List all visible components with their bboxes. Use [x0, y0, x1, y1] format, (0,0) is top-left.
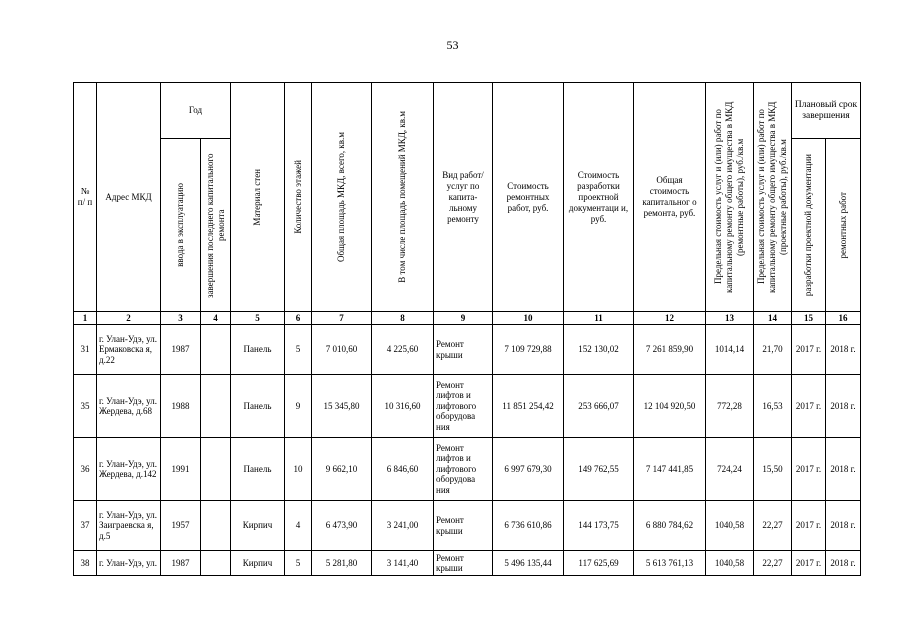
cell-wall-material: Кирпич — [231, 551, 285, 576]
header-col-12: Общая стоимость капитальног о ремонта, руб. — [634, 83, 706, 312]
table-row — [74, 551, 861, 576]
cell-rooms-area: 10 316,60 — [372, 375, 434, 438]
column-number: 6 — [285, 312, 312, 325]
cell-row-number: 36 — [74, 438, 97, 501]
header-col-5-text: Материал стен — [252, 168, 262, 226]
cell-wall-material: Панель — [231, 325, 285, 375]
cell-plan-design-date: 2017 г. — [792, 325, 826, 375]
cell-limit-cost-design: 15,50 — [754, 438, 792, 501]
cell-repair-cost: 11 851 254,42 — [493, 375, 564, 438]
cell-year-last-repair — [201, 438, 231, 501]
column-number: 10 — [493, 312, 564, 325]
table-row — [74, 438, 861, 501]
cell-total-cost: 7 147 441,85 — [634, 438, 706, 501]
cell-row-number: 38 — [74, 551, 97, 576]
column-number: 7 — [312, 312, 372, 325]
header-col-4 — [201, 139, 231, 312]
cell-total-area: 5 281,80 — [312, 551, 372, 576]
column-number: 16 — [826, 312, 861, 325]
cell-wall-material: Кирпич — [231, 501, 285, 551]
header-group-plan: Плановый срок завершения — [792, 83, 861, 139]
header-col-14-text: Предельная стоимость услуг и (или) работ по капитальному ремонту общего имущества в МКД (проектные работы), руб./кв.м — [756, 101, 788, 293]
header-col-3-text: ввода в эксплуатацию — [175, 183, 185, 267]
cell-plan-design-date: 2017 г. — [792, 375, 826, 438]
column-number: 15 — [792, 312, 826, 325]
cell-address: г. Улан-Удэ, ул. Заиграевска я, д.5 — [97, 501, 161, 551]
cell-year-built: 1987 — [161, 551, 201, 576]
cell-design-cost: 152 130,02 — [564, 325, 634, 375]
header-col-8-text: В том числе площадь помещений МКД, кв.м — [397, 111, 407, 283]
cell-total-area: 6 473,90 — [312, 501, 372, 551]
cell-plan-design-date: 2017 г. — [792, 501, 826, 551]
cell-repair-cost: 7 109 729,88 — [493, 325, 564, 375]
column-number-row — [74, 312, 861, 325]
cell-wall-material: Панель — [231, 438, 285, 501]
header-col-2: Адрес МКД — [97, 83, 161, 312]
header-col-16 — [826, 139, 861, 312]
cell-year-built: 1957 — [161, 501, 201, 551]
cell-work-type: Ремонт крыши — [434, 325, 493, 375]
cell-work-type: Ремонт крыши — [434, 501, 493, 551]
header-col-7-text: Общая площадь МКД, всего, кв.м — [336, 131, 346, 263]
table-row — [74, 375, 861, 438]
capital-repair-table — [73, 82, 861, 576]
cell-rooms-area: 3 241,00 — [372, 501, 434, 551]
cell-row-number: 31 — [74, 325, 97, 375]
cell-total-area: 9 662,10 — [312, 438, 372, 501]
column-number: 8 — [372, 312, 434, 325]
column-number: 1 — [74, 312, 97, 325]
cell-total-area: 7 010,60 — [312, 325, 372, 375]
cell-row-number: 37 — [74, 501, 97, 551]
header-col-4-text: завершения последнего капитального ремонта — [204, 152, 226, 298]
header-col-7 — [312, 83, 372, 312]
cell-total-cost: 5 613 761,13 — [634, 551, 706, 576]
header-col-16-text: ремонтных работ — [837, 191, 848, 259]
header-col-9: Вид работ/ услуг по капита- льному ремонту — [434, 83, 493, 312]
cell-plan-work-date: 2018 г. — [826, 375, 861, 438]
header-col-6-text: Количество этажей — [292, 160, 303, 234]
cell-floors-count: 10 — [285, 438, 312, 501]
header-col-14 — [754, 83, 792, 312]
cell-limit-cost-design: 16,53 — [754, 375, 792, 438]
header-group-year: Год — [161, 83, 231, 139]
cell-floors-count: 5 — [285, 325, 312, 375]
column-number: 2 — [97, 312, 161, 325]
cell-work-type: Ремонт лифтов и лифтового оборудова ния — [434, 438, 493, 501]
column-number: 3 — [161, 312, 201, 325]
cell-limit-cost-work: 1040,58 — [706, 501, 754, 551]
cell-limit-cost-design: 22,27 — [754, 551, 792, 576]
cell-work-type: Ремонт крыши — [434, 551, 493, 576]
cell-rooms-area: 4 225,60 — [372, 325, 434, 375]
column-number: 5 — [231, 312, 285, 325]
cell-address: г. Улан-Удэ, ул. Жердева, д.142 — [97, 438, 161, 501]
column-number: 14 — [754, 312, 792, 325]
cell-design-cost: 144 173,75 — [564, 501, 634, 551]
cell-limit-cost-work: 772,28 — [706, 375, 754, 438]
cell-plan-work-date: 2018 г. — [826, 325, 861, 375]
cell-floors-count: 5 — [285, 551, 312, 576]
cell-year-built: 1991 — [161, 438, 201, 501]
header-col-8 — [372, 83, 434, 312]
table-row — [74, 501, 861, 551]
cell-year-last-repair — [201, 501, 231, 551]
cell-total-cost: 12 104 920,50 — [634, 375, 706, 438]
cell-repair-cost: 5 496 135,44 — [493, 551, 564, 576]
cell-total-area: 15 345,80 — [312, 375, 372, 438]
cell-design-cost: 149 762,55 — [564, 438, 634, 501]
cell-address: г. Улан-Удэ, ул. Ермаковска я, д.22 — [97, 325, 161, 375]
column-number: 4 — [201, 312, 231, 325]
header-col-5 — [231, 83, 285, 312]
cell-plan-work-date: 2018 г. — [826, 501, 861, 551]
cell-plan-work-date: 2018 г. — [826, 551, 861, 576]
column-number: 9 — [434, 312, 493, 325]
cell-year-last-repair — [201, 325, 231, 375]
column-number: 11 — [564, 312, 634, 325]
header-col-1: № п/ п — [74, 83, 97, 312]
cell-address: г. Улан-Удэ, ул. — [97, 551, 161, 576]
header-col-10: Стоимость ремонтных работ, руб. — [493, 83, 564, 312]
cell-limit-cost-design: 22,27 — [754, 501, 792, 551]
cell-plan-design-date: 2017 г. — [792, 438, 826, 501]
cell-floors-count: 4 — [285, 501, 312, 551]
cell-plan-work-date: 2018 г. — [826, 438, 861, 501]
page-number: 53 — [446, 38, 459, 52]
column-number: 12 — [634, 312, 706, 325]
column-number: 13 — [706, 312, 754, 325]
cell-rooms-area: 3 141,40 — [372, 551, 434, 576]
header-col-11: Стоимость разработки проектной документаци и, руб. — [564, 83, 634, 312]
cell-limit-cost-design: 21,70 — [754, 325, 792, 375]
header-col-6 — [285, 83, 312, 312]
header-col-13 — [706, 83, 754, 312]
cell-floors-count: 9 — [285, 375, 312, 438]
cell-repair-cost: 6 997 679,30 — [493, 438, 564, 501]
header-row-1 — [74, 83, 861, 139]
cell-rooms-area: 6 846,60 — [372, 438, 434, 501]
cell-address: г. Улан-Удэ, ул. Жердева, д.68 — [97, 375, 161, 438]
cell-limit-cost-work: 724,24 — [706, 438, 754, 501]
cell-design-cost: 253 666,07 — [564, 375, 634, 438]
cell-repair-cost: 6 736 610,86 — [493, 501, 564, 551]
cell-total-cost: 6 880 784,62 — [634, 501, 706, 551]
cell-year-built: 1987 — [161, 325, 201, 375]
header-col-15-text: разработки проектной документации — [803, 153, 813, 297]
cell-row-number: 35 — [74, 375, 97, 438]
cell-year-last-repair — [201, 551, 231, 576]
cell-limit-cost-work: 1014,14 — [706, 325, 754, 375]
cell-plan-design-date: 2017 г. — [792, 551, 826, 576]
cell-design-cost: 117 625,69 — [564, 551, 634, 576]
table-row — [74, 325, 861, 375]
cell-year-last-repair — [201, 375, 231, 438]
cell-work-type: Ремонт лифтов и лифтового оборудова ния — [434, 375, 493, 438]
header-col-15 — [792, 139, 826, 312]
header-col-13-text: Предельная стоимость услуг и (или) работ по капитальному ремонту общего имущества в МКД (ремонтные работы), руб./кв.м — [713, 101, 745, 293]
cell-limit-cost-work: 1040,58 — [706, 551, 754, 576]
cell-wall-material: Панель — [231, 375, 285, 438]
header-col-3 — [161, 139, 201, 312]
cell-year-built: 1988 — [161, 375, 201, 438]
cell-total-cost: 7 261 859,90 — [634, 325, 706, 375]
